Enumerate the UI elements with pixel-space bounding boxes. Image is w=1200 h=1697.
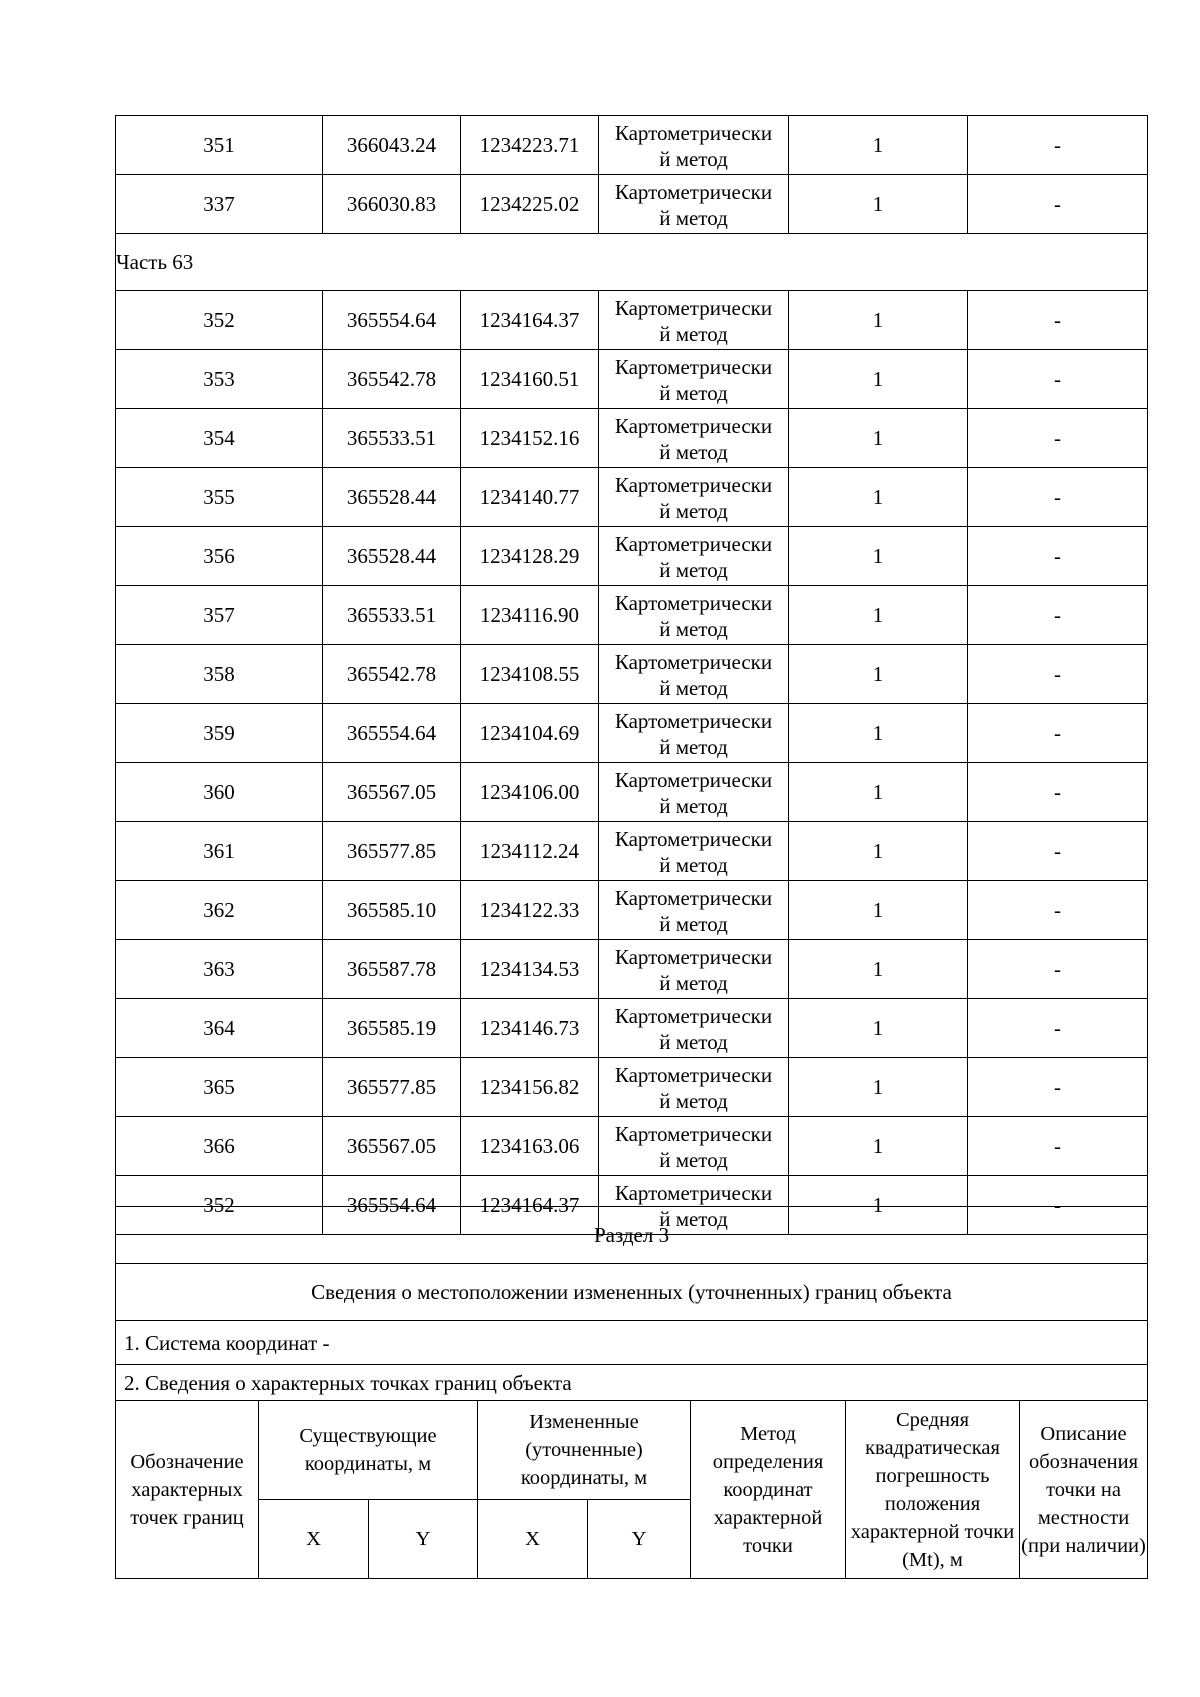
y-coordinate-cell: 1234112.24: [461, 822, 599, 881]
point-number-cell: 364: [116, 999, 323, 1058]
y-coordinate-cell: 1234106.00: [461, 763, 599, 822]
method-cell: Картометрически й метод: [599, 291, 789, 350]
table-row: [116, 586, 1148, 645]
x-coordinate-cell: 365554.64: [323, 291, 461, 350]
table-row: [116, 940, 1148, 999]
header-description: Описание обозначения точки на местности (при наличии): [1020, 1401, 1148, 1579]
method-cell: Картометрически й метод: [599, 881, 789, 940]
description-cell: -: [968, 1176, 1148, 1235]
table-row: [116, 1058, 1148, 1117]
description-cell: -: [968, 881, 1148, 940]
description-cell: -: [968, 763, 1148, 822]
header-existing-coords: Существующие координаты, м: [259, 1401, 478, 1500]
mt-cell: 1: [789, 291, 968, 350]
header-x-changed: X: [478, 1500, 588, 1579]
header-y-changed: Y: [588, 1500, 691, 1579]
mt-cell: 1: [789, 645, 968, 704]
method-cell: Картометрически й метод: [599, 175, 789, 234]
description-cell: -: [968, 409, 1148, 468]
mt-cell: 1: [789, 999, 968, 1058]
point-number-cell: 366: [116, 1117, 323, 1176]
y-coordinate-cell: 1234140.77: [461, 468, 599, 527]
method-cell: Картометрически й метод: [599, 350, 789, 409]
description-cell: -: [968, 350, 1148, 409]
table-row: [116, 1117, 1148, 1176]
section3-table: [115, 1206, 1148, 1579]
x-coordinate-cell: 365577.85: [323, 1058, 461, 1117]
point-number-cell: 352: [116, 291, 323, 350]
point-number-cell: 363: [116, 940, 323, 999]
method-cell: Картометрически й метод: [599, 645, 789, 704]
point-number-cell: 355: [116, 468, 323, 527]
point-number-cell: 353: [116, 350, 323, 409]
description-cell: -: [968, 645, 1148, 704]
method-cell: Картометрически й метод: [599, 1176, 789, 1235]
y-coordinate-cell: 1234225.02: [461, 175, 599, 234]
table-row: [116, 822, 1148, 881]
description-cell: -: [968, 1117, 1148, 1176]
x-coordinate-cell: 365554.64: [323, 704, 461, 763]
mt-cell: 1: [789, 527, 968, 586]
x-coordinate-cell: 365577.85: [323, 822, 461, 881]
x-coordinate-cell: 365528.44: [323, 527, 461, 586]
header-mt: Средняя квадратическая погрешность положения характерной точки (Mt), м: [846, 1401, 1020, 1579]
method-cell: Картометрически й метод: [599, 468, 789, 527]
x-coordinate-cell: 365554.64: [323, 1176, 461, 1235]
table-row: [116, 350, 1148, 409]
x-coordinate-cell: 365542.78: [323, 350, 461, 409]
description-cell: -: [968, 468, 1148, 527]
x-coordinate-cell: 365587.78: [323, 940, 461, 999]
y-coordinate-cell: 1234108.55: [461, 645, 599, 704]
coordinate-system-line: 1. Система координат -: [116, 1321, 1148, 1365]
coordinates-table-body: [116, 116, 1148, 1235]
x-coordinate-cell: 365542.78: [323, 645, 461, 704]
x-coordinate-cell: 365528.44: [323, 468, 461, 527]
header-method: Метод определения координат характерной точки: [691, 1401, 846, 1579]
point-number-cell: 356: [116, 527, 323, 586]
method-cell: Картометрически й метод: [599, 116, 789, 175]
x-coordinate-cell: 365533.51: [323, 409, 461, 468]
x-coordinate-cell: 365585.19: [323, 999, 461, 1058]
description-cell: -: [968, 704, 1148, 763]
y-coordinate-cell: 1234223.71: [461, 116, 599, 175]
description-cell: -: [968, 527, 1148, 586]
table-row: [116, 175, 1148, 234]
description-cell: -: [968, 586, 1148, 645]
header-designation: Обозначение характерных точек границ: [116, 1401, 259, 1579]
x-coordinate-cell: 365567.05: [323, 1117, 461, 1176]
table-row: [116, 881, 1148, 940]
method-cell: Картометрически й метод: [599, 940, 789, 999]
y-coordinate-cell: 1234152.16: [461, 409, 599, 468]
method-cell: Картометрически й метод: [599, 822, 789, 881]
x-coordinate-cell: 365585.10: [323, 881, 461, 940]
mt-cell: 1: [789, 116, 968, 175]
mt-cell: 1: [789, 704, 968, 763]
description-cell: -: [968, 291, 1148, 350]
y-coordinate-cell: 1234134.53: [461, 940, 599, 999]
description-cell: -: [968, 999, 1148, 1058]
point-number-cell: 354: [116, 409, 323, 468]
point-number-cell: 358: [116, 645, 323, 704]
y-coordinate-cell: 1234164.37: [461, 1176, 599, 1235]
mt-cell: 1: [789, 175, 968, 234]
x-coordinate-cell: 365567.05: [323, 763, 461, 822]
y-coordinate-cell: 1234164.37: [461, 291, 599, 350]
mt-cell: 1: [789, 763, 968, 822]
point-number-cell: 352: [116, 1176, 323, 1235]
point-number-cell: 362: [116, 881, 323, 940]
description-cell: -: [968, 175, 1148, 234]
y-coordinate-cell: 1234163.06: [461, 1117, 599, 1176]
mt-cell: 1: [789, 1117, 968, 1176]
y-coordinate-cell: 1234122.33: [461, 881, 599, 940]
section-title: Раздел 3: [116, 1207, 1148, 1264]
table-row: [116, 999, 1148, 1058]
y-coordinate-cell: 1234104.69: [461, 704, 599, 763]
table-row: [116, 763, 1148, 822]
point-number-cell: 365: [116, 1058, 323, 1117]
description-cell: -: [968, 940, 1148, 999]
mt-cell: 1: [789, 350, 968, 409]
point-number-cell: 357: [116, 586, 323, 645]
x-coordinate-cell: 366043.24: [323, 116, 461, 175]
header-y-existing: Y: [369, 1500, 478, 1579]
x-coordinate-cell: 365533.51: [323, 586, 461, 645]
y-coordinate-cell: 1234128.29: [461, 527, 599, 586]
y-coordinate-cell: 1234156.82: [461, 1058, 599, 1117]
point-number-cell: 361: [116, 822, 323, 881]
header-x-existing: X: [259, 1500, 369, 1579]
description-cell: -: [968, 116, 1148, 175]
mt-cell: 1: [789, 940, 968, 999]
table-row: [116, 468, 1148, 527]
table-row: [116, 704, 1148, 763]
method-cell: Картометрически й метод: [599, 409, 789, 468]
section-subtitle: Сведения о местоположении измененных (уточненных) границ объекта: [116, 1264, 1148, 1321]
table-row: [116, 116, 1148, 175]
point-number-cell: 359: [116, 704, 323, 763]
method-cell: Картометрически й метод: [599, 999, 789, 1058]
coordinates-table: [115, 115, 1148, 1235]
table-row: [116, 291, 1148, 350]
part-label: Часть 63: [116, 234, 1148, 291]
point-number-cell: 360: [116, 763, 323, 822]
mt-cell: 1: [789, 881, 968, 940]
method-cell: Картометрически й метод: [599, 1117, 789, 1176]
part-row: [116, 234, 1148, 291]
points-info-title: 2. Сведения о характерных точках границ объекта: [116, 1365, 1148, 1401]
table-row: [116, 645, 1148, 704]
x-coordinate-cell: 366030.83: [323, 175, 461, 234]
mt-cell: 1: [789, 822, 968, 881]
mt-cell: 1: [789, 586, 968, 645]
method-cell: Картометрически й метод: [599, 527, 789, 586]
description-cell: -: [968, 822, 1148, 881]
point-number-cell: 351: [116, 116, 323, 175]
table-row: [116, 409, 1148, 468]
point-number-cell: 337: [116, 175, 323, 234]
mt-cell: 1: [789, 1058, 968, 1117]
table-row: [116, 527, 1148, 586]
description-cell: -: [968, 1058, 1148, 1117]
header-changed-coords: Измененные (уточненные) координаты, м: [478, 1401, 691, 1500]
y-coordinate-cell: 1234146.73: [461, 999, 599, 1058]
mt-cell: 1: [789, 468, 968, 527]
method-cell: Картометрически й метод: [599, 586, 789, 645]
mt-cell: 1: [789, 1176, 968, 1235]
method-cell: Картометрически й метод: [599, 763, 789, 822]
y-coordinate-cell: 1234116.90: [461, 586, 599, 645]
y-coordinate-cell: 1234160.51: [461, 350, 599, 409]
method-cell: Картометрически й метод: [599, 1058, 789, 1117]
method-cell: Картометрически й метод: [599, 704, 789, 763]
mt-cell: 1: [789, 409, 968, 468]
